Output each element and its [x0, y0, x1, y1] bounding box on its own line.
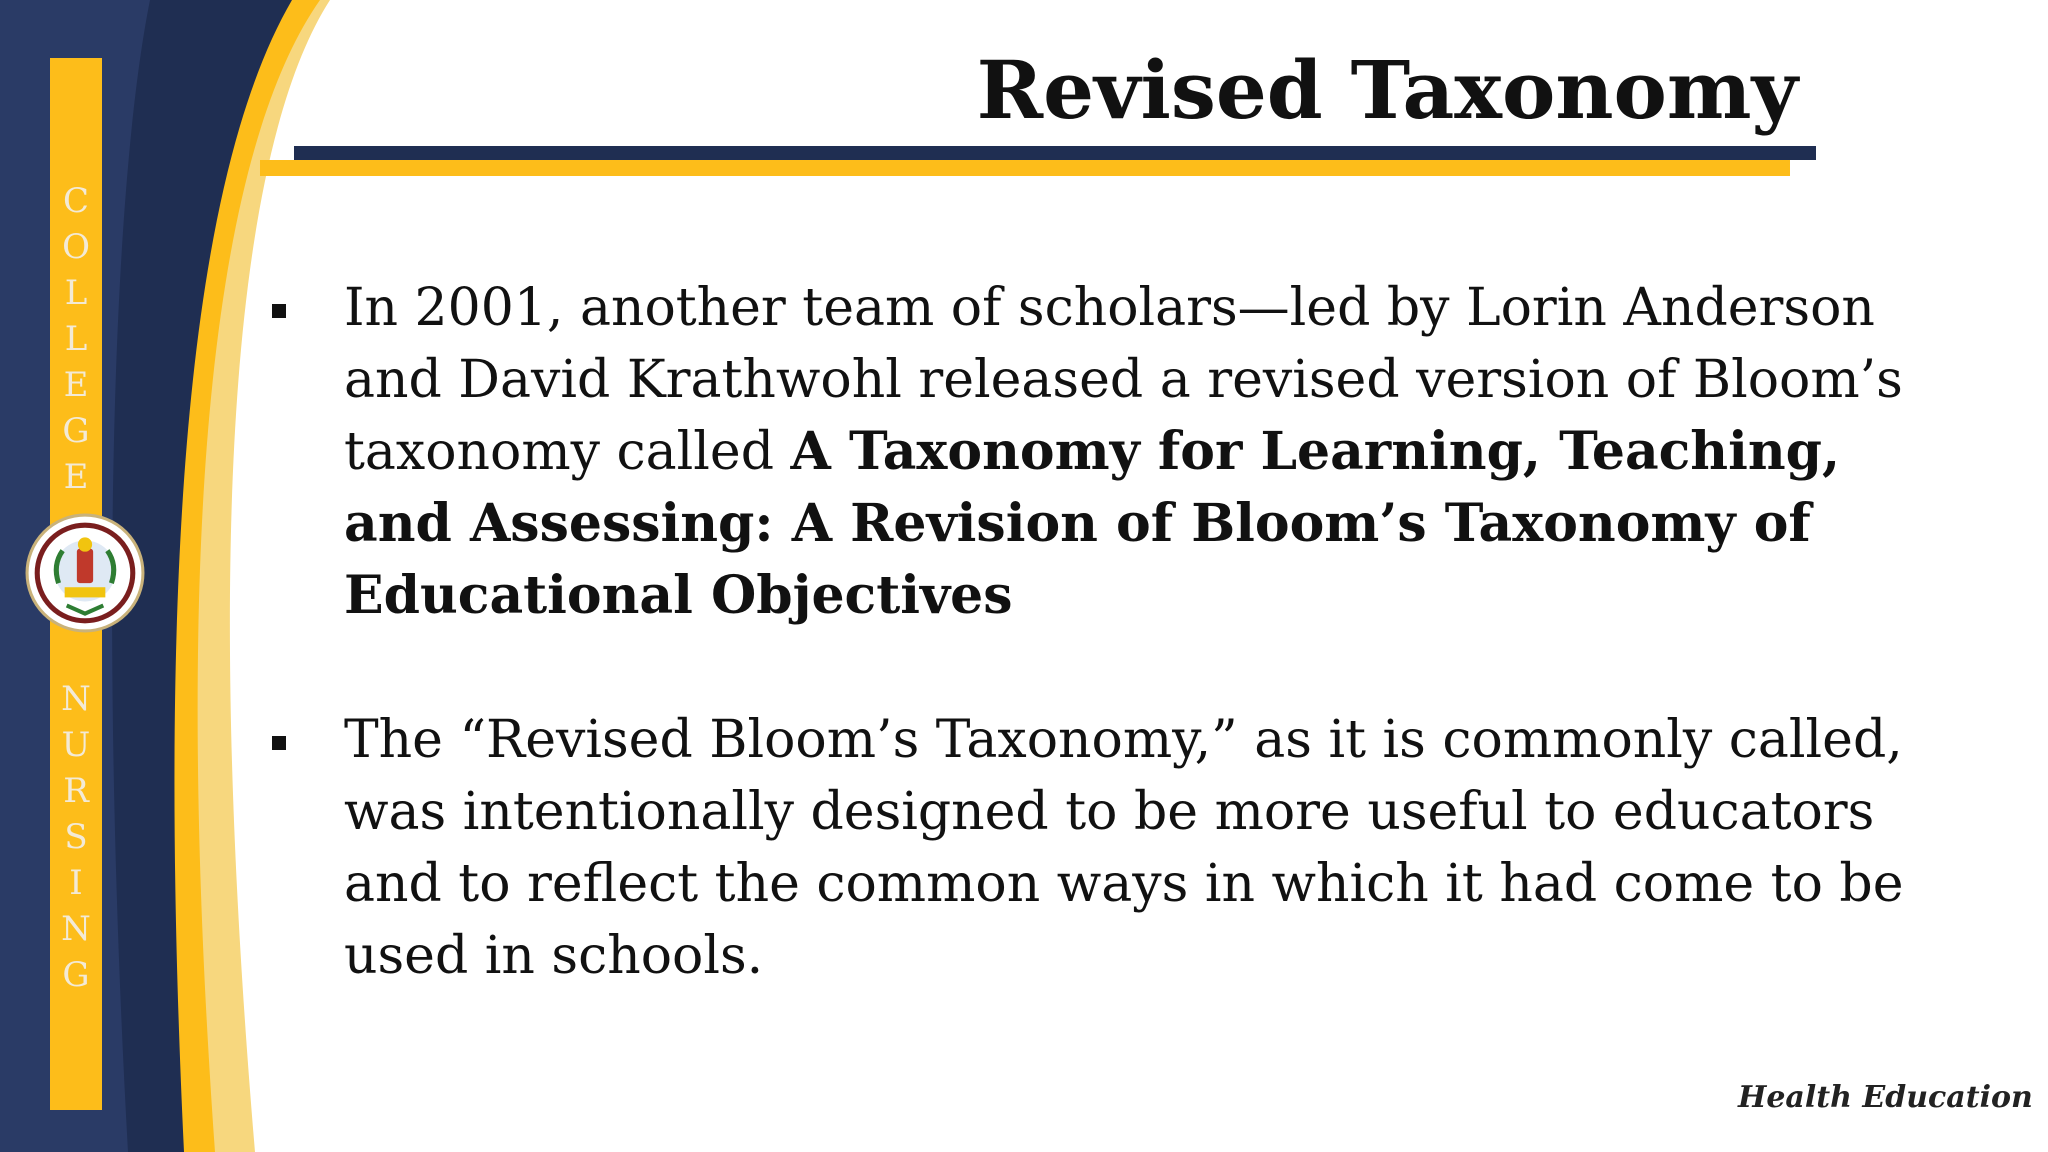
sidebar-letter: E: [63, 457, 89, 497]
sidebar-letter: S: [64, 817, 88, 857]
bullet-list: [262, 272, 1962, 992]
sidebar-letter: O: [62, 227, 90, 267]
sidebar-word-college: [50, 178, 102, 500]
bullet-item: [262, 272, 1962, 632]
square-bullet-icon: [272, 736, 286, 750]
title-underline-navy: [294, 146, 1816, 160]
sidebar-letter: L: [64, 273, 88, 313]
slide-title: Revised Taxonomy: [976, 43, 1798, 137]
sidebar-letter: G: [62, 411, 90, 451]
bullet-text: [344, 710, 1903, 986]
square-bullet-icon: [272, 304, 286, 318]
bullet-item: [262, 704, 1962, 992]
sidebar-letter: G: [62, 955, 90, 995]
sidebar-letter: C: [62, 181, 89, 221]
sidebar-letter: N: [61, 909, 91, 949]
sidebar-letter: U: [61, 725, 91, 765]
bullet-text-bold: A Taxonomy for Learning, Teaching, and Assessing: A Revision of Bloom’s Taxonomy of Educational Objectives: [344, 421, 1841, 626]
sidebar-letter: L: [64, 319, 88, 359]
bullet-text: [344, 278, 1903, 626]
bullet-text-regular: The “Revised Bloom’s Taxonomy,” as it is commonly called, was intentionally designed to be more useful to educators and to reflect the common ways in which it had come to be used in schools.: [344, 710, 1904, 986]
sidebar-word-nursing: [50, 676, 102, 998]
bullet-text-regular: In 2001, another team of scholars—led by Lorin Anderson and David Krathwohl released a revised version of Bloom’s taxonomy called: [344, 278, 1903, 482]
title-underline-gold: [260, 160, 1790, 176]
sidebar-letter: E: [63, 365, 89, 405]
sidebar-letter: N: [61, 679, 91, 719]
college-seal-icon: [24, 512, 146, 634]
sidebar-letter: I: [69, 863, 83, 903]
sidebar-letter: R: [63, 771, 89, 811]
footer-brand: Health Education: [1738, 1080, 2033, 1115]
